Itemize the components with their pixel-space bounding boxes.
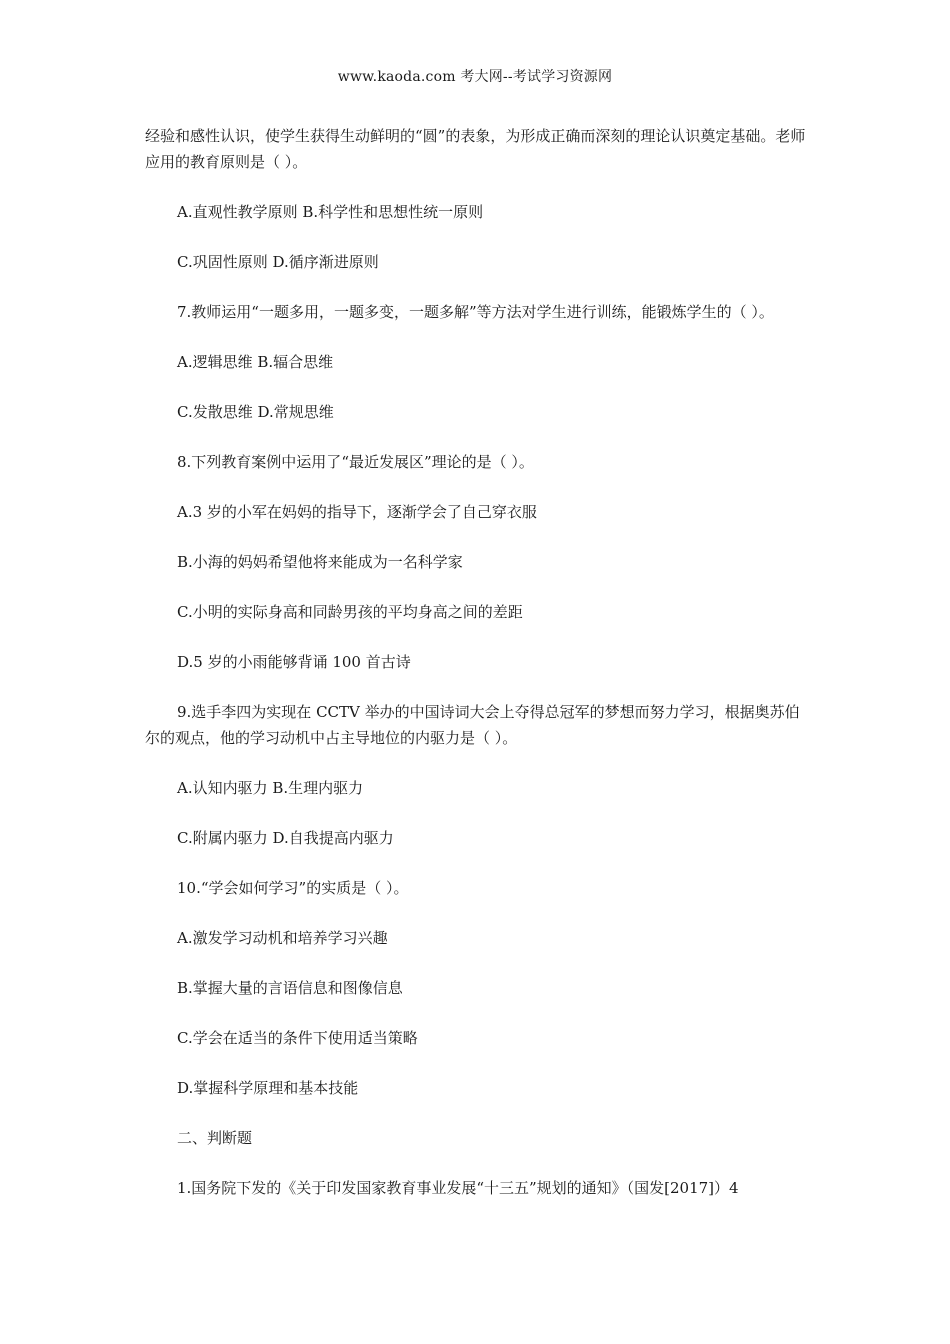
paragraph: C.附属内驱力 D.自我提高内驱力 bbox=[177, 829, 394, 847]
paragraph: 二、判断题 bbox=[177, 1129, 253, 1147]
paragraph-spacer bbox=[145, 325, 810, 349]
paragraph: A.逻辑思维 B.辐合思维 bbox=[177, 353, 334, 371]
paragraph: C.发散思维 D.常规思维 bbox=[177, 403, 334, 421]
paragraph-spacer bbox=[145, 675, 810, 699]
paragraph: A.3 岁的小军在妈妈的指导下，逐渐学会了自己穿衣服 bbox=[177, 503, 537, 521]
paragraph-spacer bbox=[145, 525, 810, 549]
paragraph-spacer bbox=[145, 1051, 810, 1075]
paragraph: A.直观性教学原则 B.科学性和思想性统一原则 bbox=[177, 203, 484, 221]
paragraph: B.小海的妈妈希望他将来能成为一名科学家 bbox=[177, 553, 463, 571]
paragraph-spacer bbox=[145, 625, 810, 649]
paragraph: D.掌握科学原理和基本技能 bbox=[177, 1079, 359, 1097]
paragraph: C.巩固性原则 D.循序渐进原则 bbox=[177, 253, 379, 271]
paragraph-spacer bbox=[145, 901, 810, 925]
paragraph: B.掌握大量的言语信息和图像信息 bbox=[177, 979, 403, 997]
paragraph: C.学会在适当的条件下使用适当策略 bbox=[177, 1029, 418, 1047]
paragraph-spacer bbox=[145, 275, 810, 299]
document-body bbox=[145, 123, 810, 1201]
paragraph: C.小明的实际身高和同龄男孩的平均身高之间的差距 bbox=[177, 603, 523, 621]
paragraph: 8.下列教育案例中运用了“最近发展区”理论的是（ ）。 bbox=[177, 453, 534, 471]
paragraph-spacer bbox=[145, 225, 810, 249]
paragraph: A.认知内驱力 B.生理内驱力 bbox=[177, 779, 364, 797]
paragraph-spacer bbox=[145, 801, 810, 825]
paragraph-spacer bbox=[145, 1001, 810, 1025]
paragraph-spacer bbox=[145, 175, 810, 199]
paragraph-spacer bbox=[145, 1101, 810, 1125]
paragraph-spacer bbox=[145, 851, 810, 875]
paragraph-spacer bbox=[145, 751, 810, 775]
paragraph: 9.选手李四为实现在 CCTV 举办的中国诗词大会上夺得总冠军的梦想而努力学习，根据奥苏伯尔的观点，他的学习动机中占主导地位的内驱力是（ ）。 bbox=[145, 703, 800, 747]
paragraph: 10.“学会如何学习”的实质是（ ）。 bbox=[177, 879, 409, 897]
paragraph: 1.国务院下发的《关于印发国家教育事业发展“十三五”规划的通知》（国发[2017]）4 bbox=[177, 1179, 739, 1197]
paragraph: 7.教师运用“一题多用，一题多变，一题多解”等方法对学生进行训练，能锻炼学生的（ ）。 bbox=[177, 303, 774, 321]
page-header: www.kaoda.com 考大网--考试学习资源网 bbox=[337, 69, 613, 85]
paragraph: 经验和感性认识，使学生获得生动鲜明的“圆”的表象，为形成正确而深刻的理论认识奠定基础。老师应用的教育原则是（ ）。 bbox=[145, 127, 806, 171]
paragraph-spacer bbox=[145, 475, 810, 499]
paragraph-spacer bbox=[145, 1151, 810, 1175]
paragraph-spacer bbox=[145, 575, 810, 599]
paragraph: D.5 岁的小雨能够背诵 100 首古诗 bbox=[177, 653, 411, 671]
paragraph: A.激发学习动机和培养学习兴趣 bbox=[177, 929, 388, 947]
paragraph-spacer bbox=[145, 425, 810, 449]
paragraph-spacer bbox=[145, 951, 810, 975]
paragraph-spacer bbox=[145, 375, 810, 399]
